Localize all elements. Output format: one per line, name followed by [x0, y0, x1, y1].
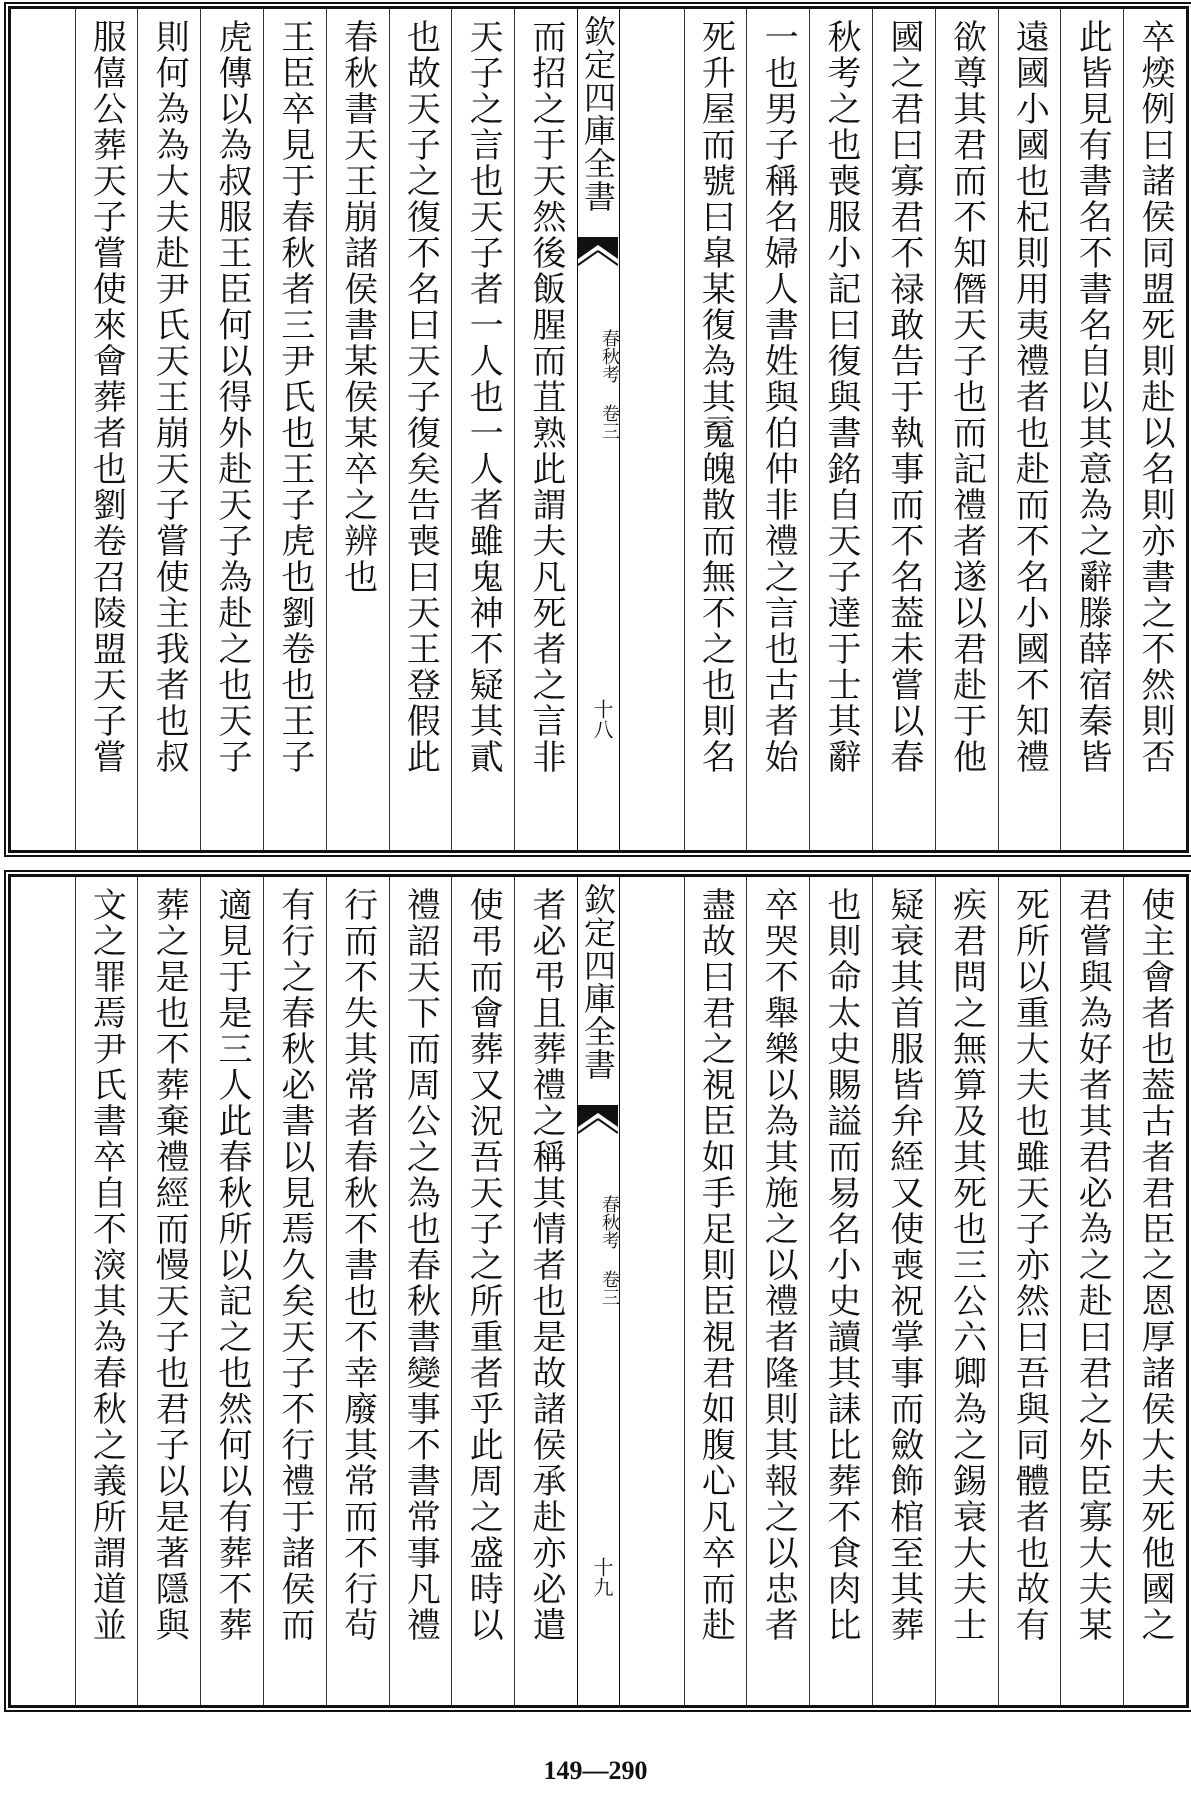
text-column: 春秋書天王崩諸侯書某侯某卒之辨也 [326, 9, 389, 850]
text-column: 盡故曰君之視臣如手足則臣視君如腹心凡卒而赴 [684, 877, 747, 1705]
text-column: 則何為為大夫赴尹氏天王崩天子嘗使主我者也叔 [137, 9, 200, 850]
text-column: 卒㷜例曰諸侯同盟死則赴以名則亦書之不然則否 [1123, 9, 1186, 850]
leaf-number: 十八 [590, 699, 614, 739]
text-column: 死升屋而號曰皐某復為其䰟魄散而無不之也則名 [684, 9, 747, 850]
chapter-label: 春秋考 卷三 [599, 1195, 620, 1306]
text-column: 疾君問之無算及其死也三公六卿為之錫衰大夫士 [935, 877, 998, 1705]
fishtail-mark-icon [578, 237, 618, 307]
text-column: 秋考之也喪服小記曰復與書銘自天子達于士其辭 [809, 9, 872, 850]
text-column: 文之罪焉尹氏書卒自不㴱其為春秋之義所謂道並 [75, 877, 138, 1705]
bottom-right-text-block [620, 877, 1186, 1705]
text-column: 有行之春秋必書以見焉久矣天子不行禮于諸侯而 [263, 877, 326, 1705]
text-column: 此皆見有書名不書名自以其意為之辭滕薛宿秦皆 [1060, 9, 1123, 850]
chapter-label: 春秋考 卷三 [599, 329, 620, 440]
center-fold-column [577, 877, 620, 1705]
text-column: 葬之是也不葬棄禮經而慢天子也君子以是著隱與 [137, 877, 200, 1705]
text-column: 遠國小國也杞則用夷禮者也赴而不名小國不知禮 [998, 9, 1061, 850]
text-column: 卒哭不舉樂以為其施之以禮者隆則其報之以忠者 [746, 877, 809, 1705]
book-title: 欽定四庫全書 [579, 883, 617, 1081]
text-column: 天子之言也天子者一人也一人者雖鬼神不疑其貳 [451, 9, 514, 850]
bottom-page-panel [8, 874, 1189, 1708]
top-right-text-block [620, 9, 1186, 850]
text-column: 國之君曰寡君不禄敢告于執事而不名葢未嘗以春 [872, 9, 935, 850]
page-number: 149—290 [543, 1756, 648, 1785]
text-column: 者必弔且葬禮之稱其情者也是故諸侯承赴亦必遣 [514, 877, 577, 1705]
bottom-left-text-block [11, 877, 577, 1705]
top-page-panel [8, 6, 1189, 853]
book-title: 欽定四庫全書 [579, 15, 617, 213]
text-column: 適見于是三人此春秋所以記之也然何以有葬不葬 [200, 877, 263, 1705]
text-column: 虎傳以為叔服王臣何以得外赴天子為赴之也天子 [200, 9, 263, 850]
text-column: 王臣卒見于春秋者三尹氏也王子虎也劉卷也王子 [263, 9, 326, 850]
text-column: 也則命太史賜謚而易名小史讀其誄比葬不食肉比 [809, 877, 872, 1705]
text-column: 君嘗與為好者其君必為之赴曰君之外臣寡大夫某 [1060, 877, 1123, 1705]
text-column: 疑衰其首服皆弁絰又使喪祝掌事而斂飾棺至其葬 [872, 877, 935, 1705]
text-column: 服僖公葬天子嘗使來會葬者也劉卷召陵盟天子嘗 [75, 9, 138, 850]
top-left-text-block [11, 9, 577, 850]
text-column: 禮詔天下而周公之為也春秋書變事不書常事凡禮 [389, 877, 452, 1705]
fishtail-mark-icon [578, 1105, 618, 1175]
text-column: 死所以重大夫也雖天子亦然曰吾與同體者也故有 [998, 877, 1061, 1705]
text-column: 行而不失其常者春秋不書也不幸廢其常而不行茍 [326, 877, 389, 1705]
text-column: 一也男子稱名婦人書姓與伯仲非禮之言也古者始 [746, 9, 809, 850]
text-column: 欲尊其君而不知僭天子也而記禮者遂以君赴于他 [935, 9, 998, 850]
center-fold-column [577, 9, 620, 850]
text-column: 使弔而會葬又況吾天子之所重者乎此周之盛時以 [451, 877, 514, 1705]
text-column: 也故天子之復不名曰天子復矣告喪曰天王登假此 [389, 9, 452, 850]
text-column: 而招之于天然後飯腥而苴熟此謂夫凡死者之言非 [514, 9, 577, 850]
text-column: 使主會者也葢古者君臣之恩厚諸侯大夫死他國之 [1123, 877, 1186, 1705]
leaf-number: 十九 [590, 1557, 614, 1597]
